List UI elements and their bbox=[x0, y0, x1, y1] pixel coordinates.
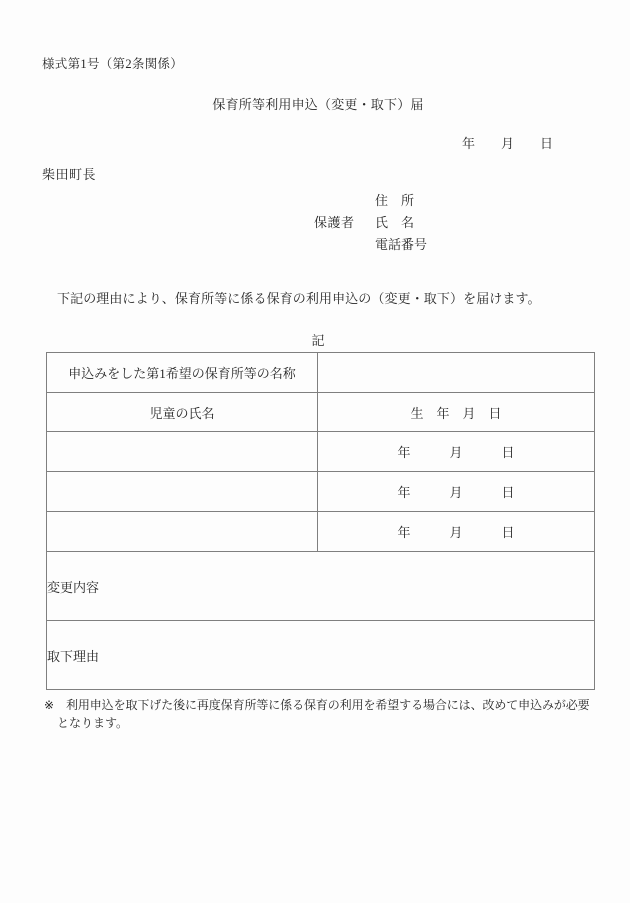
child-name-input-cell[interactable] bbox=[47, 432, 318, 472]
child-name-header: 児童の氏名 bbox=[47, 393, 318, 432]
date-blank-line: 年 月 日 bbox=[462, 136, 554, 151]
birth-date-input-cell[interactable]: 年 月 日 bbox=[318, 432, 595, 472]
table-row bbox=[47, 432, 595, 472]
document-title: 保育所等利用申込（変更・取下）届 bbox=[212, 97, 424, 112]
table-row bbox=[47, 621, 595, 690]
table-row bbox=[47, 552, 595, 621]
table-row bbox=[47, 353, 595, 393]
phone-label: 電話番号 bbox=[375, 237, 428, 252]
change-content-cell[interactable]: 変更内容 bbox=[47, 552, 595, 621]
footnote-gap bbox=[54, 696, 66, 714]
birth-date-input-cell[interactable]: 年 月 日 bbox=[318, 472, 595, 512]
facility-name-input-cell[interactable] bbox=[318, 353, 595, 393]
address-label: 住 所 bbox=[375, 193, 415, 208]
table-row bbox=[47, 512, 595, 552]
addressee-mayor: 柴田町長 bbox=[42, 167, 97, 182]
guardian-label: 保護者 bbox=[314, 215, 355, 230]
table-row bbox=[47, 393, 595, 432]
child-name-input-cell[interactable] bbox=[47, 512, 318, 552]
body-statement: 下記の理由により、保育所等に係る保育の利用申込の（変更・取下）を届けます。 bbox=[57, 291, 541, 306]
withdrawal-reason-cell[interactable]: 取下理由 bbox=[47, 621, 595, 690]
footnote-marker: ※ bbox=[44, 698, 54, 712]
child-name-input-cell[interactable] bbox=[47, 472, 318, 512]
footnote bbox=[44, 696, 600, 732]
application-table bbox=[46, 352, 595, 690]
name-label: 氏 名 bbox=[375, 215, 415, 230]
form-number: 様式第1号（第2条関係） bbox=[42, 57, 184, 71]
birth-date-input-cell[interactable]: 年 月 日 bbox=[318, 512, 595, 552]
footnote-text-line2: となります。 bbox=[57, 716, 129, 730]
facility-name-label: 申込みをした第1希望の保育所等の名称 bbox=[47, 353, 318, 393]
table-row bbox=[47, 472, 595, 512]
footnote-text-line1: 利用申込を取下げた後に再度保育所等に係る保育の利用を希望する場合には、改めて申込みが必要 bbox=[65, 698, 590, 712]
birth-date-header: 生 年 月 日 bbox=[318, 393, 595, 432]
section-mark-ki: 記 bbox=[311, 333, 325, 348]
